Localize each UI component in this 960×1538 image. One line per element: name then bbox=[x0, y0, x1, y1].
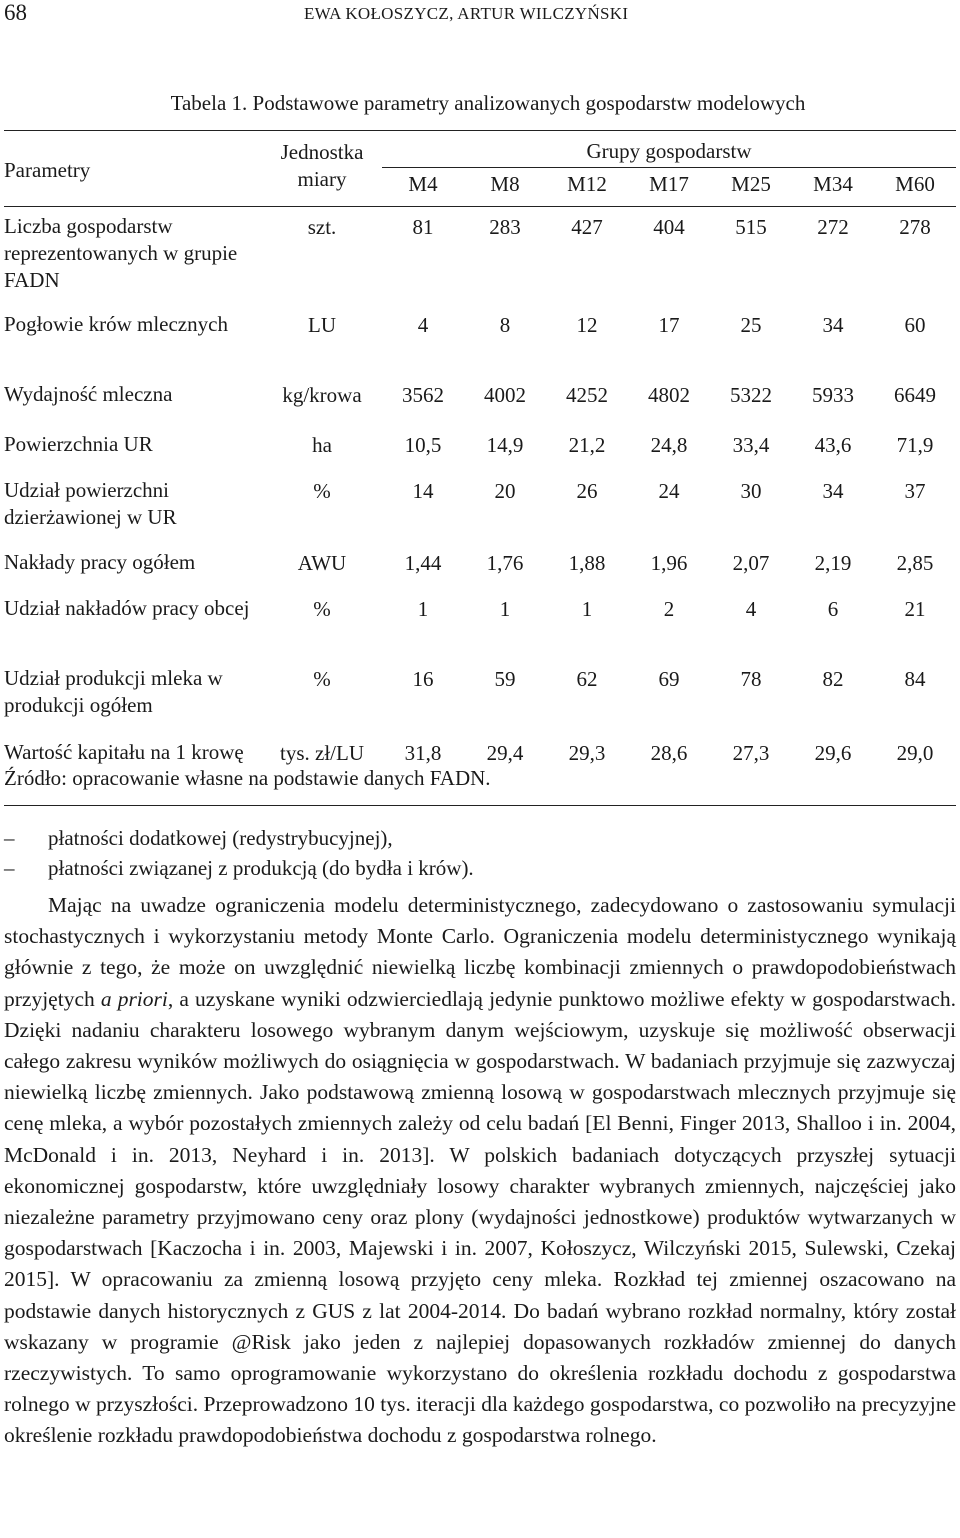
row-value: 28,6 bbox=[628, 733, 710, 806]
paragraph-text-rest: , a uzyskane wyniki odzwierciedlają jedynie punktowo możliwe efekty w gospodarstwach. Dzięki nadaniu charakteru losowego wybranym danym wejściowym, uzyskuje się możliwość obserwacji całego zakresu wyników możliwych do osiągnięcia w gospodarstwach. W badaniach przyjmuje się zazwyczaj niewielką liczbę zmiennych. Jako podstawową zmienną losową w gospodarstwach mlecznych przyjmuje się cenę mleka, a wybór pozostałych zmiennych zależy od celu badań [El Benni, Finger 2013, Shalloo i in. 2004, McDonald i in. 2013, Neyhard i in. 2013]. W polskich badaniach dotyczących przyszłej sytuacji ekonomicznej gospodarstw, które uwzględniały losowy charakter wybranych zmiennych, najczęściej jako niezależne parametry przyjmowano ceny oraz plony (wydajności jednostkowe) produktów wytwarzanych w gospodarstwach [Kaczocha i in. 2003, Majewski i in. 2007, Kołoszycz, Wilczyński 2015, Sulewski, Czekaj 2015]. W opracowaniu za zmienną losową przyjęto ceny mleka. Rozkład tej zmiennej oszacowano na podstawie danych historycznych z GUS z lat 2004-2014. Do badań wybrano rozkład normalny, który został wskazany w programie @Risk jako jeden z najlepiej dopasowanych rozkładów zmiennej do danych rzeczywistych. To samo oprogramowanie wykorzystano do określenia rozkładu dochodu z gospodarstwa rolnego w przyszłości. Przeprowadzono 10 tys. iteracji dla każdego gospodarstwa, co pozwoliło na precyzyjne określenie rozkładu prawdopodobieństwa dochodu z gospodarstwa rolnego. bbox=[4, 986, 956, 1448]
row-value: 4 bbox=[745, 597, 757, 621]
row-value: 1 bbox=[499, 597, 511, 621]
page-header bbox=[0, 0, 960, 30]
table-row bbox=[4, 543, 956, 589]
list-item bbox=[4, 856, 956, 886]
paragraph-text-start: Mając na uwadze ograniczenia modelu deterministycznego, zadecydowano o zastosowaniu symulacji stochastycznych i wykorzystaniu metody Monte Carlo. Ograniczenia modelu deterministycznego wynikają głównie z tego, że może on uwzględnić niewielką liczbę kombinacji zmiennych o prawdopodobieństwach przyjętych bbox=[4, 893, 956, 1011]
group-label: M12 bbox=[546, 168, 628, 207]
row-value: 78 bbox=[740, 667, 762, 691]
row-parameter: Udział nakładów pracy obcej bbox=[4, 596, 250, 620]
table-caption: Tabela 1. Podstawowe parametry analizowanych gospodarstw modelowych bbox=[170, 91, 806, 115]
row-value: 10,5 bbox=[404, 433, 442, 457]
row-value: 4002 bbox=[484, 383, 526, 407]
row-value: 427 bbox=[571, 215, 603, 239]
row-value: 25 bbox=[740, 313, 762, 337]
row-value: 24 bbox=[658, 479, 680, 503]
row-value: 81 bbox=[412, 215, 434, 239]
row-value: 37 bbox=[904, 479, 926, 503]
row-value: 31,8 bbox=[382, 733, 464, 806]
row-value: 1,96 bbox=[650, 551, 688, 575]
row-value: 20 bbox=[494, 479, 516, 503]
row-value: 29,0 bbox=[874, 733, 956, 806]
row-value: 6649 bbox=[894, 383, 936, 407]
group-label: M60 bbox=[874, 168, 956, 207]
row-value: 2,85 bbox=[896, 551, 934, 575]
row-unit: % bbox=[313, 479, 331, 503]
table-row bbox=[4, 375, 956, 425]
body-paragraph bbox=[4, 890, 956, 1452]
row-value: 6 bbox=[827, 597, 839, 621]
list-item bbox=[4, 826, 956, 856]
row-value: 43,6 bbox=[814, 433, 852, 457]
running-head-authors: EWA KOŁOSZYCZ, ARTUR WILCZYŃSKI bbox=[304, 4, 629, 23]
row-value: 1 bbox=[417, 597, 429, 621]
row-value: 14,9 bbox=[486, 433, 524, 457]
row-unit: AWU bbox=[297, 551, 347, 575]
row-value: 16 bbox=[412, 667, 434, 691]
row-value: 26 bbox=[576, 479, 598, 503]
row-value: 1 bbox=[581, 597, 593, 621]
row-value: 29,3 bbox=[546, 733, 628, 806]
row-value: 1,88 bbox=[568, 551, 606, 575]
list-item-text: płatności dodatkowej (redystrybucyjnej), bbox=[48, 826, 393, 850]
row-value: 24,8 bbox=[650, 433, 688, 457]
row-value: 4252 bbox=[566, 383, 608, 407]
bullet-list bbox=[4, 826, 956, 886]
row-value: 71,9 bbox=[896, 433, 934, 457]
row-value: 4802 bbox=[648, 383, 690, 407]
row-parameter: Pogłowie krów mlecznych bbox=[4, 312, 228, 336]
row-unit: ha bbox=[312, 433, 332, 457]
bullet-dash: – bbox=[4, 826, 15, 850]
row-value: 27,3 bbox=[710, 733, 792, 806]
table-row bbox=[4, 425, 956, 471]
row-value: 272 bbox=[817, 215, 849, 239]
row-value: 69 bbox=[658, 667, 680, 691]
paragraph-italic-term: a priori bbox=[100, 986, 168, 1011]
row-value: 283 bbox=[489, 215, 521, 239]
table-row bbox=[4, 305, 956, 375]
group-label: M25 bbox=[710, 168, 792, 207]
row-value: 3562 bbox=[402, 383, 444, 407]
table-header-row bbox=[4, 131, 956, 168]
row-value: 60 bbox=[904, 313, 926, 337]
row-value: 8 bbox=[499, 313, 511, 337]
row-value: 12 bbox=[576, 313, 598, 337]
row-value: 34 bbox=[822, 479, 844, 503]
row-value: 2,19 bbox=[814, 551, 852, 575]
group-label: M17 bbox=[628, 168, 710, 207]
row-value: 1,76 bbox=[486, 551, 524, 575]
row-value: 29,4 bbox=[464, 733, 546, 806]
row-value: 30 bbox=[740, 479, 762, 503]
table-row bbox=[4, 589, 956, 659]
row-parameter: Liczba gospodarstw reprezentowanych w grupie FADN bbox=[4, 214, 238, 292]
page-number: 68 bbox=[4, 0, 27, 25]
row-unit: tys. zł/LU bbox=[262, 733, 382, 806]
table-row bbox=[4, 659, 956, 733]
table-body bbox=[4, 207, 956, 806]
row-unit: LU bbox=[308, 313, 336, 337]
row-value: 62 bbox=[576, 667, 598, 691]
row-parameter: Powierzchnia UR bbox=[4, 432, 153, 456]
row-unit: szt. bbox=[307, 215, 337, 239]
row-value: 404 bbox=[653, 215, 685, 239]
row-value: 2 bbox=[663, 597, 675, 621]
column-header-groups: Grupy gospodarstw bbox=[382, 131, 956, 168]
table-row bbox=[4, 471, 956, 543]
row-value: 33,4 bbox=[732, 433, 770, 457]
row-value: 5933 bbox=[812, 383, 854, 407]
row-value: 17 bbox=[658, 313, 680, 337]
row-parameter: Nakłady pracy ogółem bbox=[4, 550, 196, 574]
bullet-dash: – bbox=[4, 856, 15, 880]
row-unit: % bbox=[313, 667, 331, 691]
row-value: 14 bbox=[412, 479, 434, 503]
row-value: 82 bbox=[822, 667, 844, 691]
row-value: 4 bbox=[417, 313, 429, 337]
column-header-parameters: Parametry bbox=[4, 131, 262, 207]
row-value: 1,44 bbox=[404, 551, 442, 575]
row-parameter: Wartość kapitału na 1 krowę bbox=[4, 733, 262, 806]
table-source-note: Źródło: opracowanie własne na podstawie danych FADN. bbox=[4, 766, 491, 790]
table-row bbox=[4, 207, 956, 306]
row-value: 515 bbox=[735, 215, 767, 239]
row-value: 34 bbox=[822, 313, 844, 337]
row-value: 278 bbox=[899, 215, 931, 239]
group-label: M4 bbox=[382, 168, 464, 207]
parameters-table bbox=[4, 130, 956, 806]
row-value: 59 bbox=[494, 667, 516, 691]
row-value: 5322 bbox=[730, 383, 772, 407]
column-header-unit: Jednostka miary bbox=[262, 131, 382, 207]
row-parameter: Udział powierzchni dzierżawionej w UR bbox=[4, 478, 177, 529]
row-unit: % bbox=[313, 597, 331, 621]
row-unit: kg/krowa bbox=[282, 383, 362, 407]
row-value: 21 bbox=[904, 597, 926, 621]
row-parameter: Wydajność mleczna bbox=[4, 382, 173, 406]
group-label: M8 bbox=[464, 168, 546, 207]
row-value: 21,2 bbox=[568, 433, 606, 457]
row-value: 29,6 bbox=[792, 733, 874, 806]
row-parameter: Udział produkcji mleka w produkcji ogółem bbox=[4, 666, 223, 717]
group-label: M34 bbox=[792, 168, 874, 207]
row-value: 84 bbox=[904, 667, 926, 691]
row-value: 2,07 bbox=[732, 551, 770, 575]
list-item-text: płatności związanej z produkcją (do bydła i krów). bbox=[48, 856, 474, 880]
